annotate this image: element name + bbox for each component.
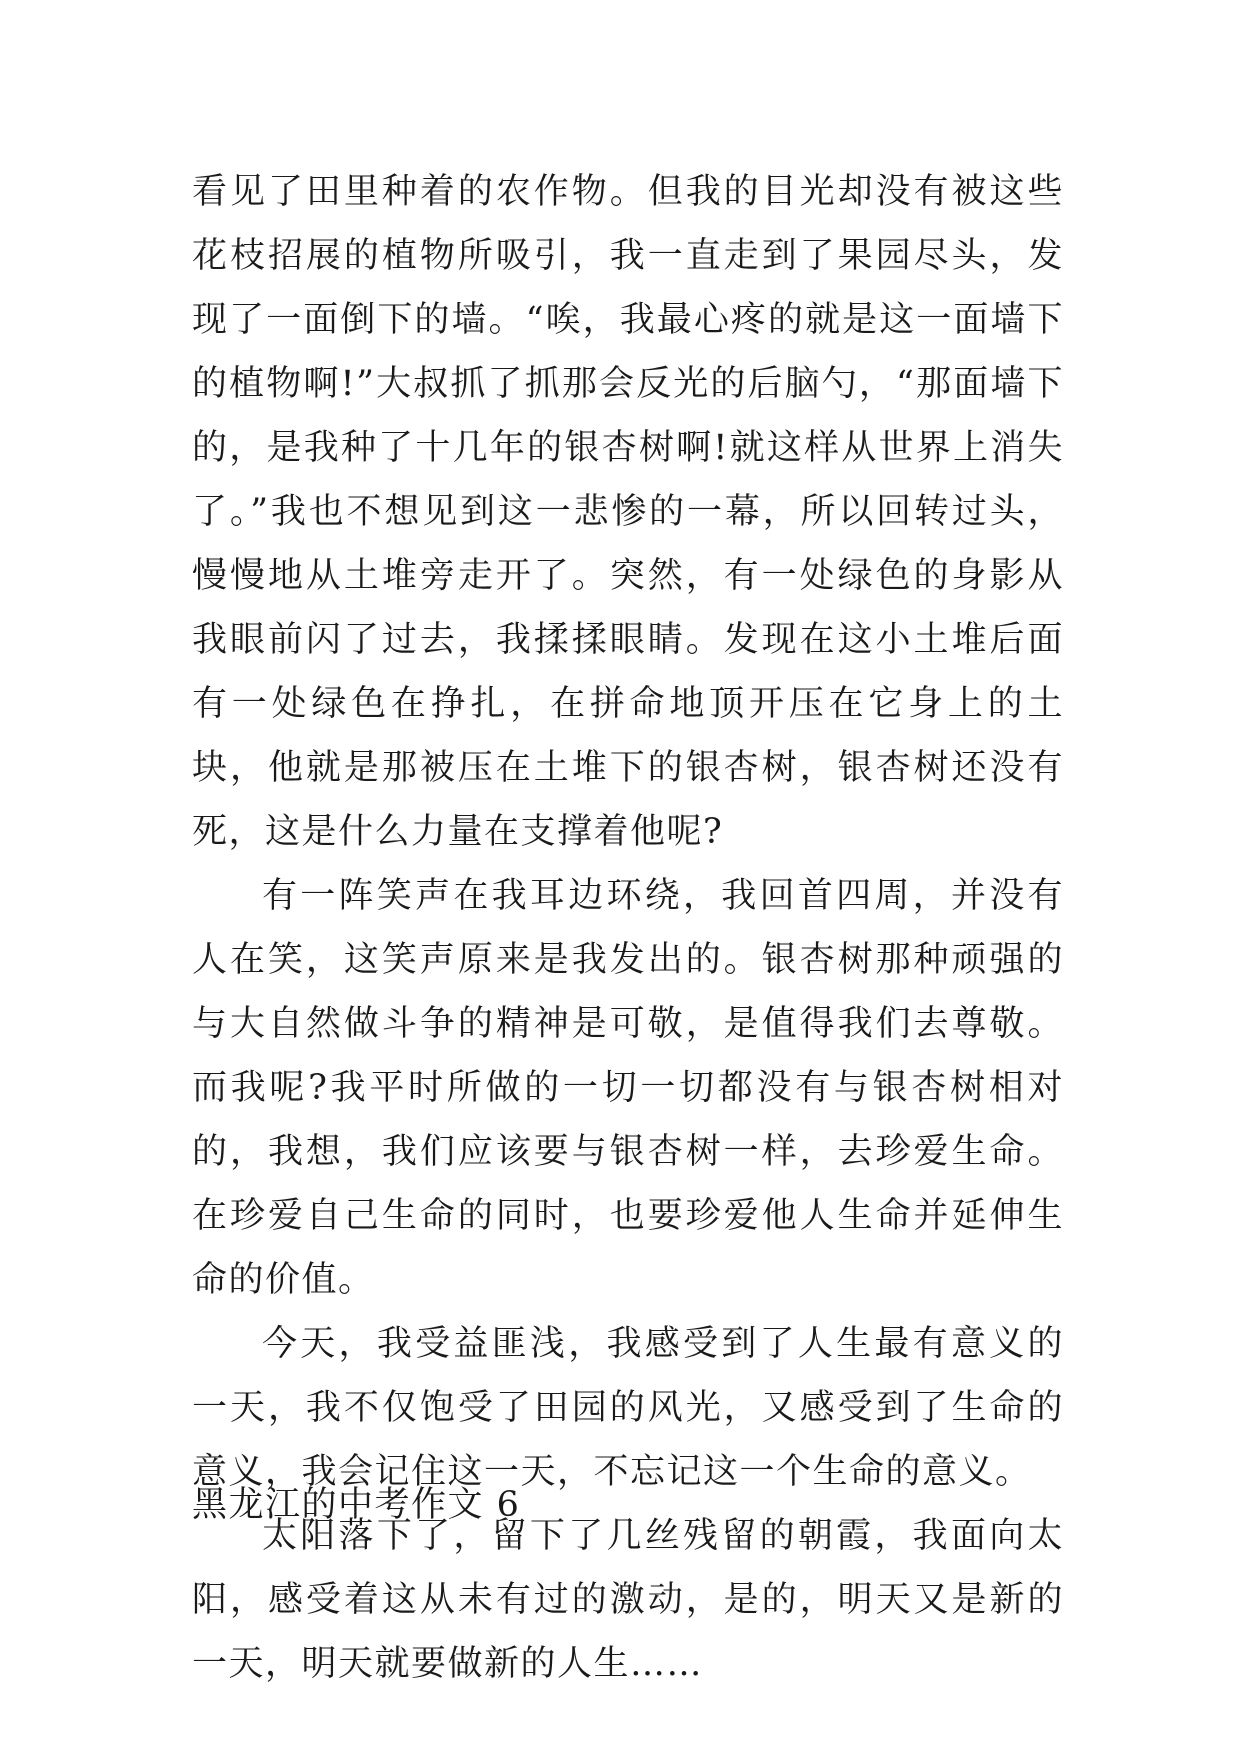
section-heading: 黑龙江的中考作文 6 <box>192 1485 521 1525</box>
paragraph-3: 今天，我受益匪浅，我感受到了人生最有意义的一天，我不仅饱受了田园的风光，又感受到了生命的意义，我会记住这一天，不忘记这一个生命的意义。 <box>192 1324 1064 1492</box>
essay-body <box>192 160 1064 1696</box>
paragraph-2: 有一阵笑声在我耳边环绕，我回首四周，并没有人在笑，这笑声原来是我发出的。银杏树那种顽强的与大自然做斗争的精神是可敬，是值得我们去尊敬。而我呢?我平时所做的一切一切都没有与银杏树相对的，我想，我们应该要与银杏树一样，去珍爱生命。在珍爱自己生命的同时，也要珍爱他人生命并延伸生命的价值。 <box>192 876 1064 1300</box>
paragraph-1: 看见了田里种着的农作物。但我的目光却没有被这些花枝招展的植物所吸引，我一直走到了果园尽头，发现了一面倒下的墙。“唉，我最心疼的就是这一面墙下的植物啊!”大叔抓了抓那会反光的后脑勺，“那面墙下的，是我种了十几年的银杏树啊!就这样从世界上消失了。”我也不想见到这一悲惨的一幕，所以回转过头，慢慢地从土堆旁走开了。突然，有一处绿色的身影从我眼前闪了过去，我揉揉眼睛。发现在这小土堆后面有一处绿色在挣扎，在拼命地顶开压在它身上的土块，他就是那被压在土堆下的银杏树，银杏树还没有死，这是什么力量在支撑着他呢? <box>192 172 1064 852</box>
paragraph-4: 太阳落下了，留下了几丝残留的朝霞，我面向太阳，感受着这从未有过的激动，是的，明天又是新的一天，明天就要做新的人生…… <box>192 1516 1064 1684</box>
